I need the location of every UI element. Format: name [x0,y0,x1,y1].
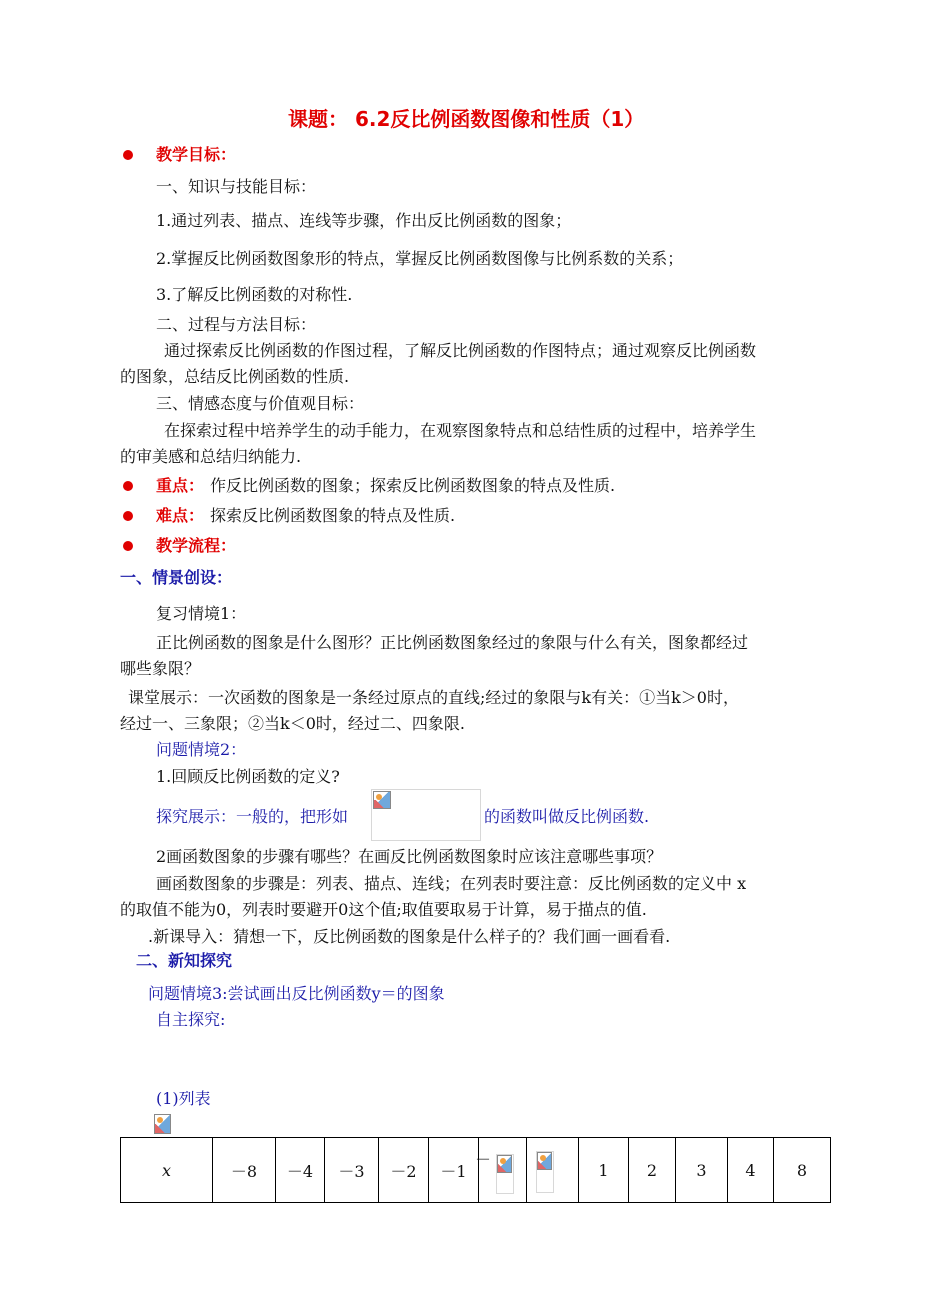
broken-image-icon [154,1114,171,1134]
section1-heading: 一、情景创设： [120,568,233,587]
table-cell: 8 [774,1138,831,1203]
new-lesson-text: .新课导入：猜想一下，反比例函数的图象是什么样子的？我们画一画看看. [148,927,671,946]
table-cell: 2 [629,1138,676,1203]
goal1-heading: 一、知识与技能目标： [156,177,317,196]
goal3-heading: 三、情感态度与价值观目标： [156,394,365,413]
review-label: 复习情境1： [156,604,247,623]
x-variable: x [161,1160,172,1180]
goal2-text-line: 通过探索反比例函数的作图过程，了解反比例函数的作图特点；通过观察反比例函数 [164,341,757,360]
steps-text-line: 的取值不能为0，列表时要避开0这个值;取值要取易于计算，易于描点的值. [120,900,647,919]
bullet-icon [123,541,133,551]
key-text: 作反比例函数的图象；探索反比例函数图象的特点及性质. [210,476,616,495]
goal1-item: 2.掌握反比例函数图象形的特点，掌握反比例函数图像与比例系数的关系； [156,249,684,268]
bullet-icon [123,511,133,521]
table-cell: 1 [579,1138,629,1203]
table-cell: －8 [213,1138,276,1203]
review-text-line: 正比例函数的图象是什么图形？正比例函数图象经过的象限与什么有关，图象都经过 [156,633,749,652]
table-cell [474,1138,527,1203]
broken-image-icon [537,1152,552,1170]
explore-text-after: 的函数叫做反比例函数. [484,807,650,826]
explore-text-before: 探究展示：一般的，把形如 [156,807,349,826]
section2-heading: 二、新知探究 [136,951,233,970]
problem2-label: 问题情境2： [156,740,247,759]
goal2-text-line: 的图象，总结反比例函数的性质. [120,367,350,386]
table-cell: －3 [325,1138,379,1203]
formula-image-placeholder [371,789,481,841]
table-cell: 3 [676,1138,728,1203]
bullet-icon [123,481,133,491]
steps-text-line: 画函数图象的步骤是：列表、描点、连线；在列表时要注意：反比例函数的定义中 x [156,874,747,893]
broken-image-icon [373,791,391,809]
class-show-line: 课堂展示：一次函数的图象是一条经过原点的直线;经过的象限与k有关：①当k＞0时， [128,688,739,707]
table-cell: －2 [379,1138,429,1203]
broken-image-icon [497,1155,512,1173]
page-title: 课题： 6.2反比例函数图像和性质（1） [288,107,645,131]
table-cell: 4 [728,1138,774,1203]
table-row [121,1138,831,1203]
fraction-image-placeholder [496,1154,514,1194]
problem3-text: 问题情境3:尝试画出反比例函数y＝的图象 [148,984,445,1003]
goals-heading: 教学目标： [156,145,237,164]
bullet-icon [123,150,133,160]
difficulty-text: 探索反比例函数图象的特点及性质. [210,506,456,525]
x-values-table [120,1137,831,1203]
goal1-item: 1.通过列表、描点、连线等步骤，作出反比例函数的图象； [156,211,572,230]
goal3-text-line: 在探索过程中培养学生的动手能力，在观察图象特点和总结性质的过程中，培养学生 [164,421,757,440]
table-cell [121,1138,213,1203]
list-label: (1)列表 [156,1089,211,1108]
class-show-line: 经过一、三象限；②当k＜0时，经过二、四象限. [120,714,465,733]
goal1-item: 3.了解反比例函数的对称性. [156,285,353,304]
minus-sign: － [474,1149,491,1169]
self-explore-label: 自主探究: [156,1010,226,1029]
goal2-heading: 二、过程与方法目标： [156,315,317,334]
problem2-question: 2画函数图象的步骤有哪些？在画反比例函数图象时应该注意哪些事项？ [156,847,663,866]
table-cell [527,1138,579,1203]
table-cell: －4 [276,1138,325,1203]
goal3-text-line: 的审美感和总结归纳能力. [120,447,302,466]
table-cell: －1 [429,1138,479,1203]
problem2-question: 1.回顾反比例函数的定义? [156,767,340,786]
fraction-image-placeholder [536,1151,554,1193]
key-label: 重点： [156,476,205,495]
review-text-line: 哪些象限？ [120,659,201,678]
flow-heading: 教学流程： [156,536,237,555]
difficulty-label: 难点： [156,506,205,525]
